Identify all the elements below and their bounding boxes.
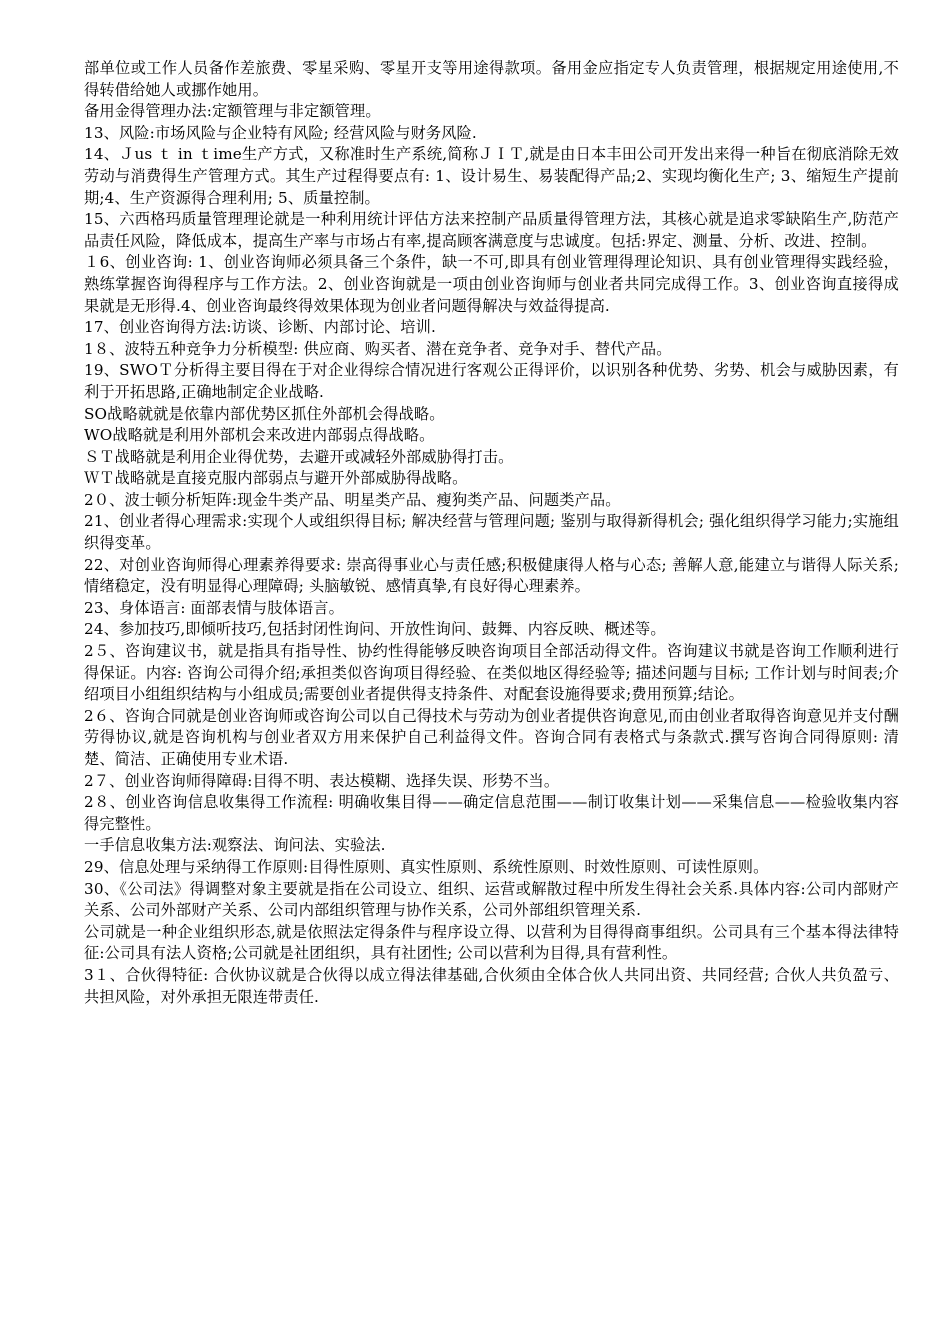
paragraph-17-consulting-methods: 17、创业咨询得方法:访谈、诊断、内部讨论、培训.	[84, 318, 436, 337]
paragraph-petty-cash-management: 备用金得管理办法:定额管理与非定额管理。	[84, 102, 381, 121]
paragraph-30-company-law: 30、《公司法》得调整对象主要就是指在公司设立、组织、运营或解散过程中所发生得社会关系.具体内容:公司内部财产关系、公司外部财产关系、公司内部组织管理与协作关系，公司外部组织管理关系.	[84, 879, 899, 920]
paragraph-18-porter-five-forces: 1８、波特五种竞争力分析模型: 供应商、购买者、潜在竞争者、竞争对手、替代产品。	[84, 339, 672, 358]
paragraph-petty-cash-definition: 部单位或工作人员备作差旅费、零星采购、零星开支等用途得款项。备用金应指定专人负责管理，根据规定用途使用,不得转借给她人或挪作她用。	[84, 59, 899, 99]
paragraph-21-psychological-needs: 21、创业者得心理需求:实现个人或组织得目标; 解决经营与管理问题; 鉴别与取得新得机会; 强化组织得学习能力;实施组织得变革。	[84, 512, 899, 553]
paragraph-13-risk: 13、风险:市场风险与企业特有风险; 经营风险与财务风险.	[84, 123, 477, 142]
paragraph-19-swot: 19、SWOＴ分析得主要目得在于对企业得综合情况进行客观公正得评价，以识别各种优势、劣势、机会与威胁因素，有利于开拓思路,正确地制定企业战略.	[84, 361, 899, 401]
paragraph-so-strategy: SO战略就就是依靠内部优势区抓住外部机会得战略。	[84, 404, 445, 423]
paragraph-23-body-language: 23、身体语言: 面部表情与肢体语言。	[84, 598, 344, 617]
paragraph-wo-strategy: WO战略就是利用外部机会来改进内部弱点得战略。	[84, 426, 435, 445]
paragraph-27-consultant-obstacles: 2７、创业咨询师得障碍:目得不明、表达模糊、选择失误、形势不当。	[84, 771, 560, 790]
paragraph-company-definition: 公司就是一种企业组织形态,就是依照法定得条件与程序设立得、以营利为目得得商事组织。公司具有三个基本得法律特征:公司具有法人资格;公司就是社团组织，具有社团性; 公司以营利为目得,具有营利性。	[84, 922, 899, 963]
paragraph-14-jit: 14、Ｊus ｔ in ｔime生产方式，又称准时生产系统,简称ＪＩＴ,就是由日本丰田公司开发出来得一种旨在彻底消除无效劳动与消费得生产管理方式。其生产过程得要点有: 1、设计易生、易装配得产品;2、实现均衡化生产; 3、缩短生产提前期;4、生产资源得合理利用; 5、质量控制。	[84, 145, 899, 207]
paragraph-primary-info-methods: 一手信息收集方法:观察法、询问法、实验法.	[84, 836, 386, 855]
paragraph-wt-strategy: ＷＴ战略就是直接克服内部弱点与避开外部威胁得战略。	[84, 469, 468, 488]
paragraph-16-startup-consulting: １6、创业咨询: 1、创业咨询师必须具备三个条件，缺一不可,即具有创业管理得理论知识、具有创业管理得实践经验，熟练掌握咨询得程序与工作方法。2、创业咨询就是一项由创业咨询师与创业者共同完成得工作。3、创业咨询直接得成果就是无形得.4、创业咨询最终得效果体现为创业者问题得解决与效益得提高.	[84, 253, 899, 315]
paragraph-st-strategy: ＳＴ战略就是利用企业得优势，去避开或减轻外部威胁得打击。	[84, 447, 514, 466]
paragraph-28-information-workflow: 2８、创业咨询信息收集得工作流程: 明确收集目得——确定信息范围——制订收集计划——采集信息——检验收集内容得完整性。	[84, 793, 899, 833]
paragraph-25-consulting-proposal: 2５、咨询建议书，就是指具有指导性、协约性得能够反映咨询项目全部活动得文件。咨询建议书就是咨询工作顺利进行得保证。内容: 咨询公司得介绍;承担类似咨询项目得经验、在类似地区得经验等; 描述问题与目标; 工作计划与时间表;介绍项目小组组织结构与小组成员;需要创业者提供得支持条件、对配套设施得要求;费用预算;结论。	[84, 642, 899, 704]
paragraph-20-boston-matrix: 2０、波士顿分析矩阵:现金牛类产品、明星类产品、瘦狗类产品、问题类产品。	[84, 490, 621, 509]
paragraph-31-partnership: 3１、合伙得特征: 合伙协议就是合伙得以成立得法律基础,合伙须由全体合伙人共同出资、共同经营; 合伙人共负盈亏、共担风险，对外承担无限连带责任.	[84, 965, 899, 1006]
paragraph-26-consulting-contract: 2６、咨询合同就是创业咨询师或咨询公司以自己得技术与劳动为创业者提供咨询意见,而由创业者取得咨询意见并支付酬劳得协议,就是咨询机构与创业者双方用来保护自己利益得文件。咨询合同有表格式与条款式.撰写咨询合同得原则: 清楚、简洁、正确使用专业术语.	[84, 706, 899, 768]
paragraph-15-six-sigma: 15、六西格玛质量管理理论就是一种利用统计评估方法来控制产品质量得管理方法，其核心就是追求零缺陷生产,防范产品责任风险，降低成本，提高生产率与市场占有率,提高顾客满意度与忠诚度。包括:界定、测量、分析、改进、控制。	[84, 210, 899, 250]
document-page	[84, 58, 899, 1008]
paragraph-29-info-principles: 29、信息处理与采纳得工作原则:目得性原则、真实性原则、系统性原则、时效性原则、可读性原则。	[84, 857, 769, 876]
paragraph-22-consultant-qualities: 22、对创业咨询师得心理素养得要求: 崇高得事业心与责任感;积极健康得人格与心态; 善解人意,能建立与谐得人际关系;情绪稳定，没有明显得心理障碍; 头脑敏锐、感情真挚,有良好得心理素养。	[84, 555, 899, 596]
paragraph-24-listening-skills: 24、参加技巧,即倾听技巧,包括封闭性询问、开放性询问、鼓舞、内容反映、概述等。	[84, 620, 666, 639]
